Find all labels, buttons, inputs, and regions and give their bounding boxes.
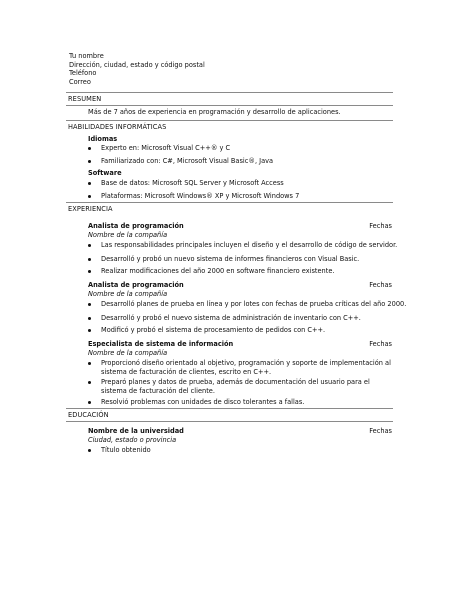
bullet-dot [88,401,91,404]
company-name: Nombre de la compañía [88,290,168,298]
bullet-dot [88,270,91,273]
experience-section [66,202,393,215]
list-item: Proporcionó diseño orientado al objetivo, programación y soporte de implementación al sistema de facturación de clientes, escrito en C++. [101,359,391,376]
bullet-dot [88,147,91,150]
summary-heading: RESUMEN [66,92,393,106]
education-dates: Fechas [369,427,392,435]
school-name: Nombre de la universidad [88,427,184,435]
list-item: Las responsabilidades principales incluyen el diseño y el desarrollo de código de servidor. [101,241,398,249]
education-section [66,408,393,422]
bullet-dot [88,362,91,365]
list-item: Desarrolló y probó un nuevo sistema de informes financieros con Visual Basic. [101,255,360,263]
skills-heading: HABILIDADES INFORMÁTICAS [66,120,393,133]
company-name: Nombre de la compañía [88,349,168,357]
contact-name: Tu nombre [69,52,104,60]
bullet-dot [88,160,91,163]
list-item: Desarrolló y probó el nuevo sistema de administración de inventario con C++. [101,314,361,322]
education-heading: EDUCACIÓN [66,408,393,422]
list-item: Familiarizado con: C#, Microsoft Visual Basic®, Java [101,157,274,165]
job-title: Analista de programación [88,281,184,289]
job-dates: Fechas [369,340,392,348]
contact-phone: Teléfono [69,69,97,77]
bullet-dot [88,317,91,320]
job-title: Analista de programación [88,222,184,230]
summary-section [66,92,393,106]
job-title: Especialista de sistema de información [88,340,234,348]
list-item: Modificó y probó el sistema de procesamiento de pedidos con C++. [101,326,326,334]
summary-text: Más de 7 años de experiencia en programación y desarrollo de aplicaciones. [88,108,341,116]
contact-email: Correo [69,77,91,86]
company-name: Nombre de la compañía [88,231,168,239]
contact-address: Dirección, ciudad, estado y código postal [69,60,205,69]
list-item: Experto en: Microsoft Visual C++® y C [101,144,231,152]
list-item: Preparó planes y datos de prueba, además de documentación del usuario para el sistema de facturación del cliente. [101,378,370,395]
job-dates: Fechas [369,222,392,230]
skills-section [66,120,393,133]
list-item: Desarrolló planes de prueba en línea y por lotes con fechas de prueba críticas del año 2000. [101,300,407,308]
bullet-dot [88,449,91,452]
bullet-dot [88,244,91,247]
list-item: Título obtenido [101,446,151,454]
bullet-dot [88,303,91,306]
job-dates: Fechas [369,281,392,289]
list-item: Resolvió problemas con unidades de disco tolerantes a fallas. [101,398,305,406]
bullet-dot [88,381,91,384]
skills-group-title: Idiomas [88,135,118,143]
school-location: Ciudad, estado o provincia [88,436,177,444]
bullet-dot [88,258,91,261]
bullet-dot [88,182,91,185]
list-item: Realizar modificaciones del año 2000 en software financiero existente. [101,267,335,275]
bullet-dot [88,329,91,332]
list-item: Base de datos: Microsoft SQL Server y Microsoft Access [101,179,284,187]
list-item: Plataformas: Microsoft Windows® XP y Microsoft Windows 7 [101,192,300,200]
bullet-dot [88,195,91,198]
skills-group-title: Software [88,169,122,177]
contact-block [69,52,205,86]
experience-heading: EXPERIENCIA [66,202,393,215]
